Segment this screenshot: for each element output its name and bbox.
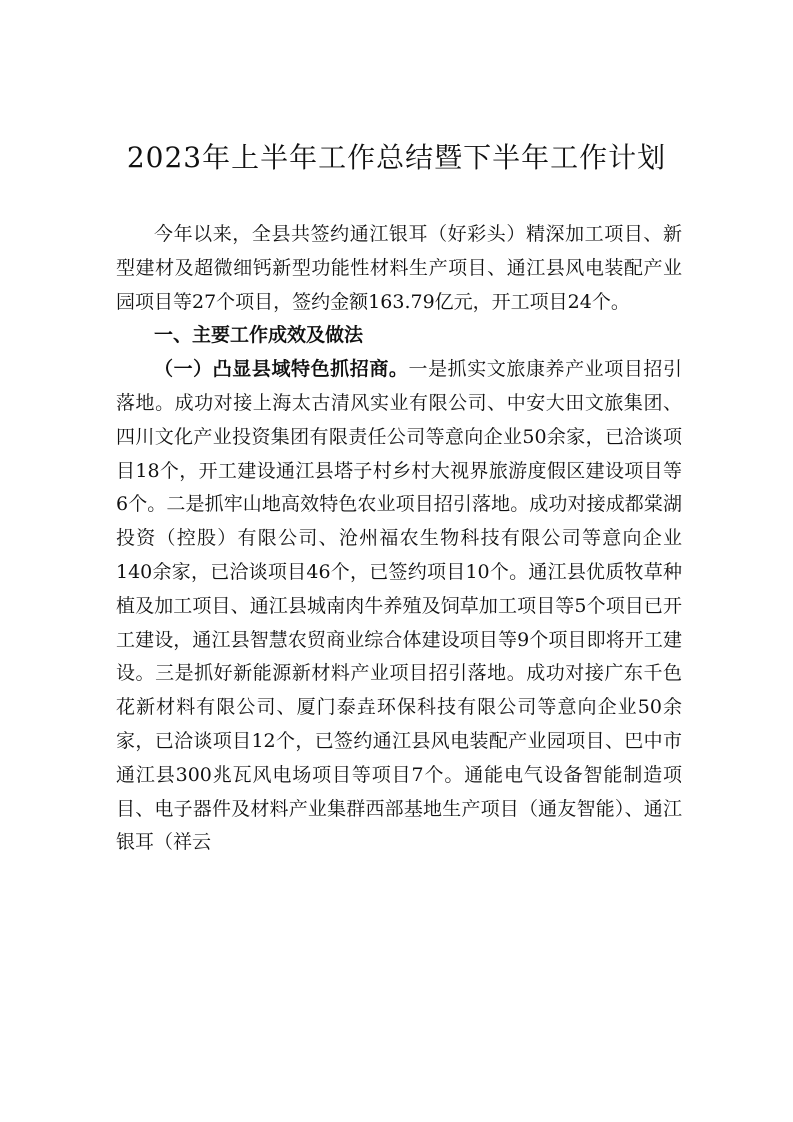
subsection-heading: （一）凸显县域特色抓招商。 xyxy=(154,358,409,381)
section-heading: 一、主要工作成效及做法 xyxy=(154,324,364,347)
section-paragraph xyxy=(116,353,682,860)
document-title: 2023年上半年工作总结暨下半年工作计划 xyxy=(126,141,667,174)
document-body xyxy=(116,218,682,860)
subsection-body: 一是抓实文旅康养产业项目招引落地。成功对接上海太古清风实业有限公司、中安大田文旅集团、四川文化产业投资集团有限责任公司等意向企业50余家，已洽谈项目18个，开工建设通江县塔子村乡村大视界旅游度假区建设项目等6个。二是抓牢山地高效特色农业项目招引落地。成功对接成都棠湖投资（控股）有限公司、沧州福农生物科技有限公司等意向企业140余家，已洽谈项目46个，已签约项目10个。通江县优质牧草种植及加工项目、通江县城南肉牛养殖及饲草加工项目等5个项目已开工建设，通江县智慧农贸商业综合体建设项目等9个项目即将开工建设。三是抓好新能源新材料产业项目招引落地。成功对接广东千色花新材料有限公司、厦门泰垚环保科技有限公司等意向企业50余家，已洽谈项目12个，已签约通江县风电装配产业园项目、巴中市通江县300兆瓦风电场项目等项目7个。通能电气设备智能制造项目、电子器件及材料产业集群西部基地生产项目（通友智能）、通江银耳（祥云 xyxy=(116,358,682,854)
intro-paragraph: 今年以来，全县共签约通江银耳（好彩头）精深加工项目、新型建材及超微细钙新型功能性材料生产项目、通江县风电装配产业园项目等27个项目，签约金额163.79亿元，开工项目24个。 xyxy=(116,223,682,313)
